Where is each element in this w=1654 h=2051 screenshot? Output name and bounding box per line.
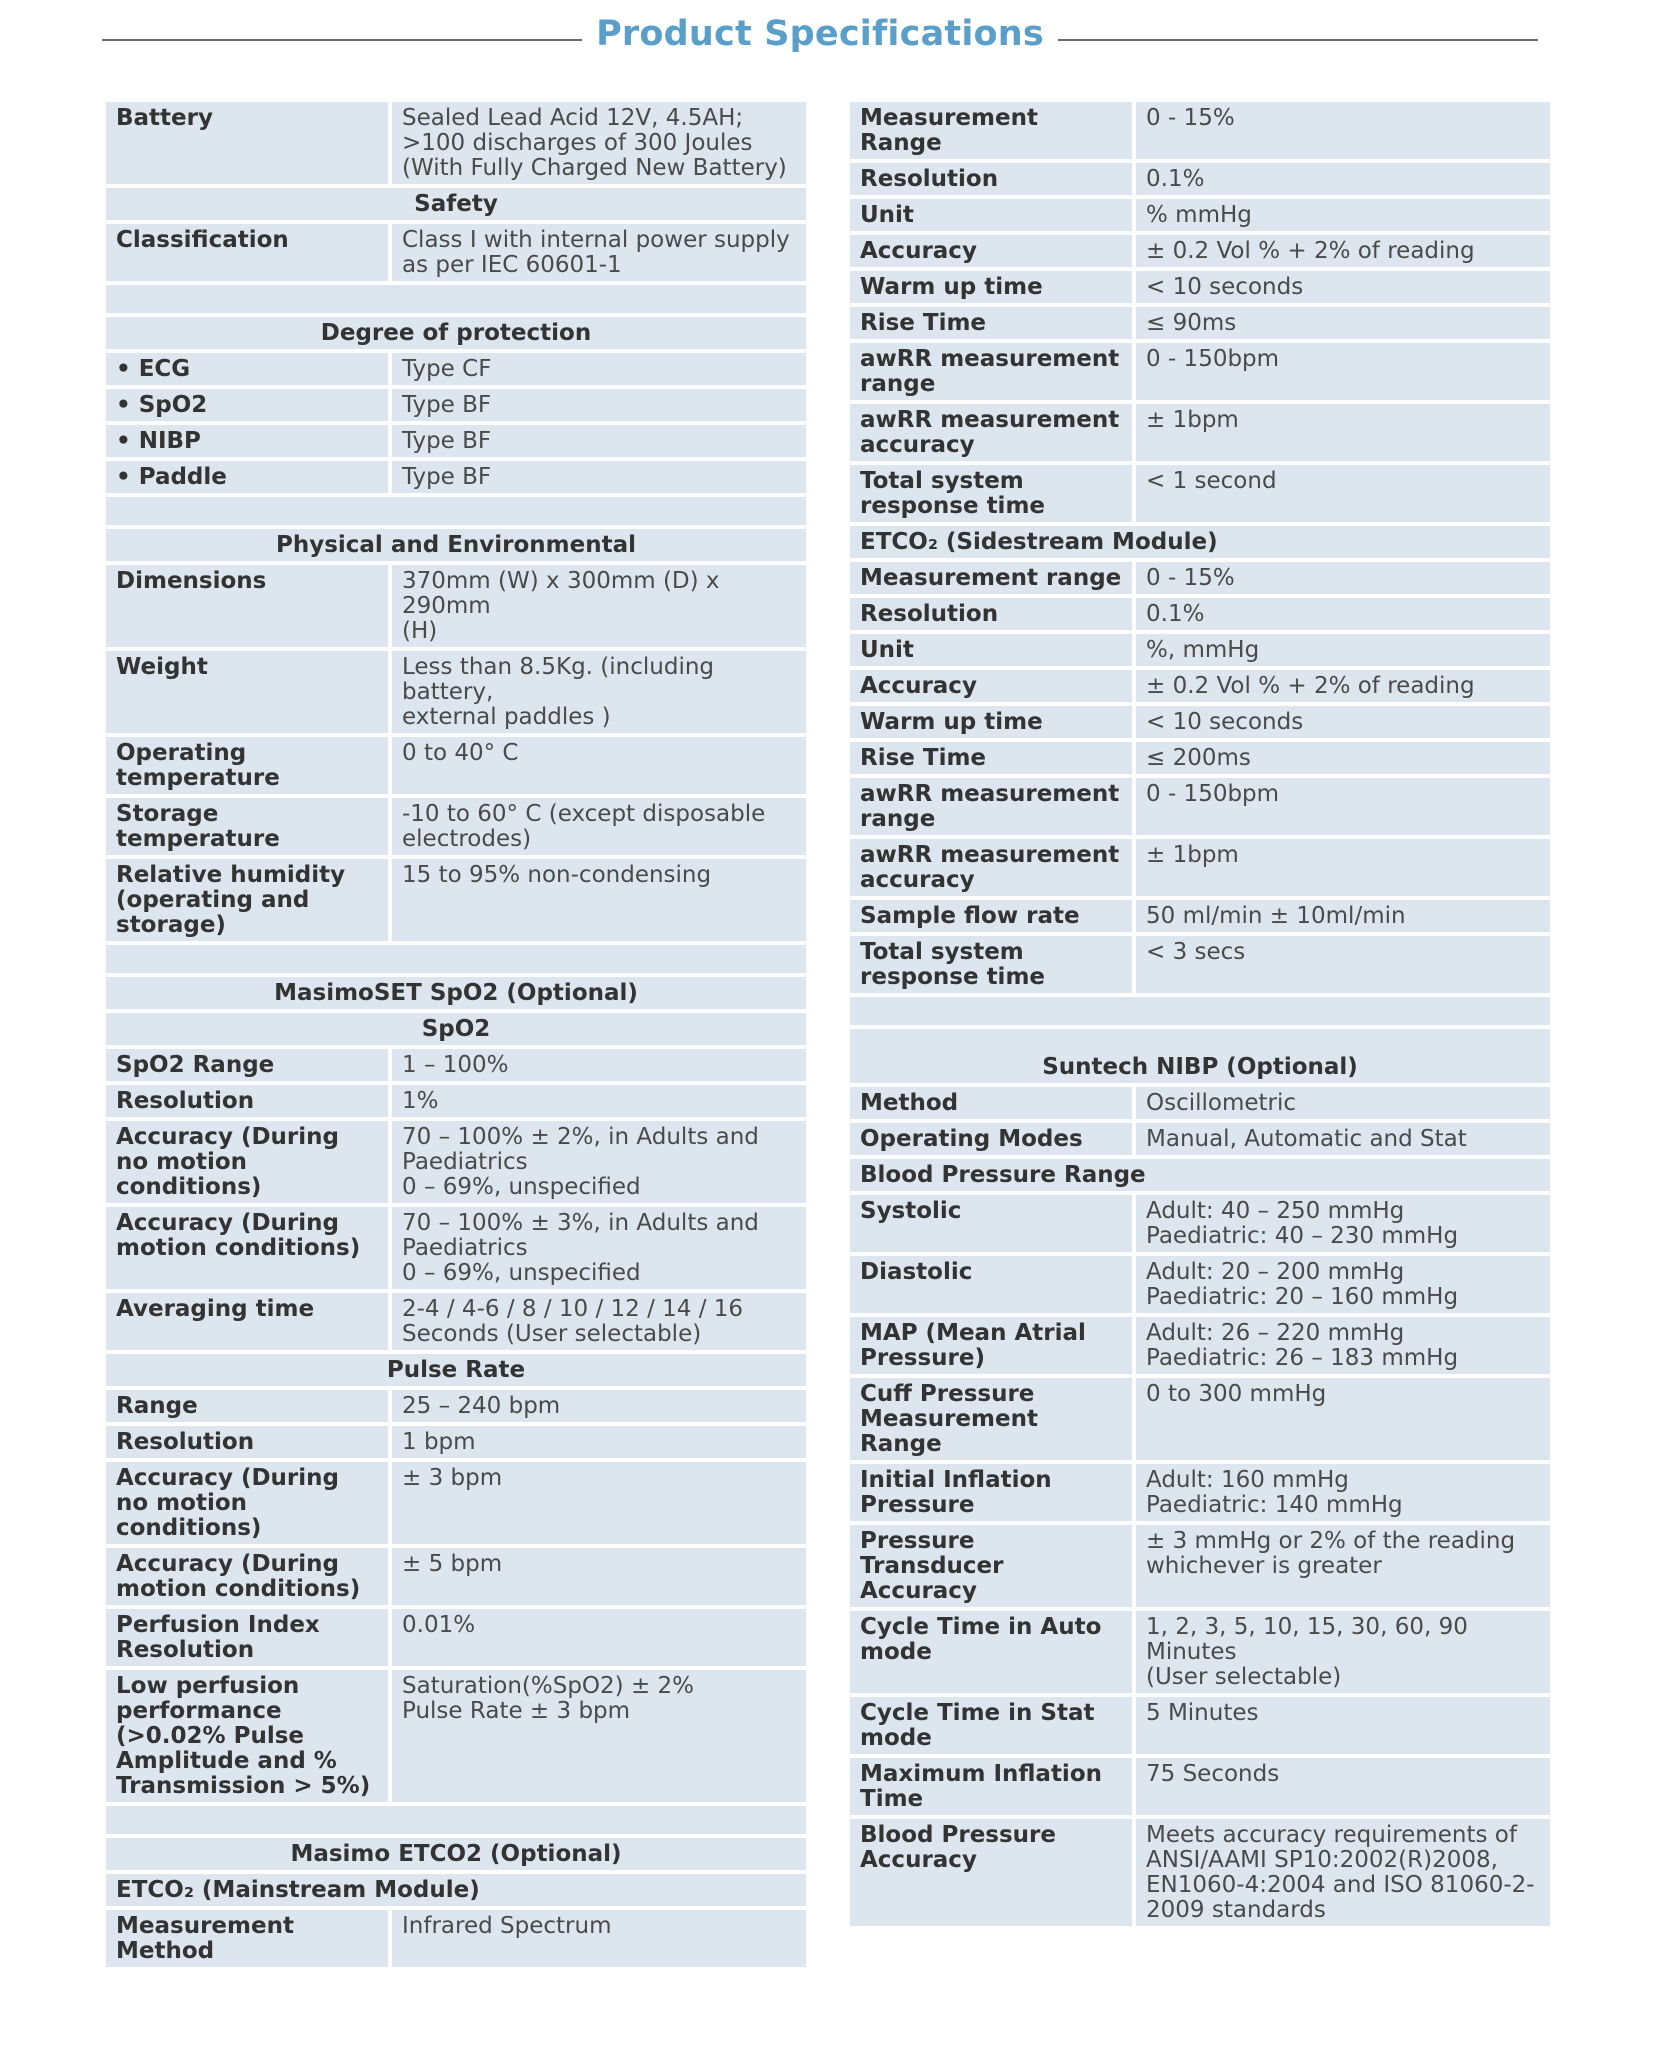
spec-label: Accuracy (During no motion conditions) <box>104 1119 390 1205</box>
spec-row <box>104 1460 808 1546</box>
spec-label: Maximum Inflation Time <box>848 1756 1134 1817</box>
spec-value: 1, 2, 3, 5, 10, 15, 30, 60, 90 Minutes (User selectable) <box>1134 1609 1552 1695</box>
spec-value: 0 - 15% <box>1134 100 1552 161</box>
spec-row <box>104 1083 808 1119</box>
spec-label: Operating Modes <box>848 1121 1134 1157</box>
spec-value: ≤ 200ms <box>1134 740 1552 776</box>
spec-label: Accuracy (During motion conditions) <box>104 1546 390 1607</box>
spec-label: Warm up time <box>848 704 1134 740</box>
spec-value: 5 Minutes <box>1134 1695 1552 1756</box>
spec-row <box>104 1546 808 1607</box>
spec-value: Manual, Automatic and Stat <box>1134 1121 1552 1157</box>
spec-row <box>848 1817 1552 1928</box>
spec-label: Perfusion Index Resolution <box>104 1607 390 1668</box>
spec-row <box>104 563 808 649</box>
spec-label: Operating temperature <box>104 735 390 796</box>
spec-value: Adult: 26 – 220 mmHg Paediatric: 26 – 183 mmHg <box>1134 1315 1552 1376</box>
spec-value: 370mm (W) x 300mm (D) x 290mm (H) <box>390 563 808 649</box>
spec-label: Diastolic <box>848 1254 1134 1315</box>
spec-label: • NIBP <box>104 423 390 459</box>
spec-value: Infrared Spectrum <box>390 1908 808 1969</box>
spec-label: • SpO2 <box>104 387 390 423</box>
subheading: Blood Pressure Range <box>848 1157 1552 1193</box>
spec-row <box>848 100 1552 161</box>
spec-label: Unit <box>848 197 1134 233</box>
spec-label: Low perfusion performance (>0.02% Pulse Amplitude and % Transmission > 5%) <box>104 1668 390 1804</box>
spec-value: 2-4 / 4-6 / 8 / 10 / 12 / 14 / 16 Seconds (User selectable) <box>390 1291 808 1352</box>
section-heading-row <box>104 1352 808 1388</box>
spec-row <box>848 1756 1552 1817</box>
spec-row <box>104 351 808 387</box>
spec-row <box>848 1376 1552 1462</box>
spec-value: Adult: 160 mmHg Paediatric: 140 mmHg <box>1134 1462 1552 1523</box>
spec-value: 0 - 15% <box>1134 560 1552 596</box>
spec-label: Cuff Pressure Measurement Range <box>848 1376 1134 1462</box>
spec-row <box>848 197 1552 233</box>
spec-value: Type CF <box>390 351 808 387</box>
spec-label: Unit <box>848 632 1134 668</box>
spec-value: -10 to 60° C (except disposable electrodes) <box>390 796 808 857</box>
spec-row <box>848 1609 1552 1695</box>
section-heading: Masimo ETCO2 (Optional) <box>104 1836 808 1872</box>
spec-value: ± 3 bpm <box>390 1460 808 1546</box>
spec-label: Systolic <box>848 1193 1134 1254</box>
spec-label: • Paddle <box>104 459 390 495</box>
spec-label: Storage temperature <box>104 796 390 857</box>
spec-label: Resolution <box>104 1083 390 1119</box>
right-spec-column <box>846 98 1554 1930</box>
spec-row <box>848 1121 1552 1157</box>
spec-row <box>848 1523 1552 1609</box>
spec-row <box>848 596 1552 632</box>
spec-value: 0.01% <box>390 1607 808 1668</box>
section-heading-row <box>104 1011 808 1047</box>
spec-row <box>848 1315 1552 1376</box>
subheading-row <box>848 524 1552 560</box>
spec-label: Cycle Time in Auto mode <box>848 1609 1134 1695</box>
spec-value: ± 3 mmHg or 2% of the reading whichever is greater <box>1134 1523 1552 1609</box>
spec-label: Resolution <box>848 161 1134 197</box>
spec-row <box>104 1205 808 1291</box>
spec-value: % mmHg <box>1134 197 1552 233</box>
spec-label: Relative humidity (operating and storage) <box>104 857 390 943</box>
spec-value: Adult: 40 – 250 mmHg Paediatric: 40 – 230 mmHg <box>1134 1193 1552 1254</box>
spec-label: Cycle Time in Stat mode <box>848 1695 1134 1756</box>
spec-value: 15 to 95% non-condensing <box>390 857 808 943</box>
section-heading-row <box>848 1027 1552 1085</box>
spec-value: 0.1% <box>1134 596 1552 632</box>
spec-label: awRR measurement range <box>848 341 1134 402</box>
subheading-row <box>848 1157 1552 1193</box>
spec-row <box>848 233 1552 269</box>
section-heading-row <box>104 527 808 563</box>
spec-label: • ECG <box>104 351 390 387</box>
spec-row <box>848 161 1552 197</box>
spec-label: Rise Time <box>848 740 1134 776</box>
spec-row <box>848 402 1552 463</box>
spec-label: MAP (Mean Atrial Pressure) <box>848 1315 1134 1376</box>
spec-label: Accuracy <box>848 233 1134 269</box>
spec-row <box>104 1668 808 1804</box>
page-title: Product Specifications <box>596 14 1044 54</box>
spacer-row <box>104 943 808 975</box>
spec-row <box>848 463 1552 524</box>
spec-value: 70 – 100% ± 3%, in Adults and Paediatrics 0 – 69%, unspecified <box>390 1205 808 1291</box>
spec-row <box>848 305 1552 341</box>
spec-value: 70 – 100% ± 2%, in Adults and Paediatrics 0 – 69%, unspecified <box>390 1119 808 1205</box>
spec-label: Averaging time <box>104 1291 390 1352</box>
section-heading-row <box>104 975 808 1011</box>
spec-value: ± 1bpm <box>1134 837 1552 898</box>
spec-value: ≤ 90ms <box>1134 305 1552 341</box>
spec-row <box>848 1085 1552 1121</box>
spec-row <box>848 740 1552 776</box>
spec-label: Measurement Range <box>848 100 1134 161</box>
spec-label: Range <box>104 1388 390 1424</box>
spec-label: Total system response time <box>848 463 1134 524</box>
spec-row <box>104 1908 808 1969</box>
spacer-row <box>104 1804 808 1836</box>
spacer-row <box>104 495 808 527</box>
section-heading-row <box>104 1836 808 1872</box>
subheading: ETCO₂ (Sidestream Module) <box>848 524 1552 560</box>
spec-value: 1% <box>390 1083 808 1119</box>
spec-label: Classification <box>104 222 390 283</box>
spec-label: Accuracy (During no motion conditions) <box>104 1460 390 1546</box>
spec-row <box>848 1462 1552 1523</box>
spec-row <box>104 1607 808 1668</box>
spec-value: ± 1bpm <box>1134 402 1552 463</box>
spec-row <box>104 649 808 735</box>
header-rule-left <box>102 39 582 41</box>
spec-value: Sealed Lead Acid 12V, 4.5AH; >100 discharges of 300 Joules (With Fully Charged New Battery) <box>390 100 808 186</box>
spec-label: Measurement Method <box>104 1908 390 1969</box>
spec-row <box>848 668 1552 704</box>
spec-value: 0 to 300 mmHg <box>1134 1376 1552 1462</box>
spec-row <box>104 1047 808 1083</box>
section-heading: Safety <box>104 186 808 222</box>
spec-value: Less than 8.5Kg. (including battery, external paddles ) <box>390 649 808 735</box>
page-header <box>0 14 1654 70</box>
spec-label: Total system response time <box>848 934 1134 995</box>
spec-value: < 10 seconds <box>1134 269 1552 305</box>
subheading: ETCO₂ (Mainstream Module) <box>104 1872 808 1908</box>
spacer-cell <box>104 495 808 527</box>
spacer-row <box>848 995 1552 1027</box>
spec-row <box>848 1695 1552 1756</box>
spec-value: 25 – 240 bpm <box>390 1388 808 1424</box>
spec-value: 1 bpm <box>390 1424 808 1460</box>
spacer-row <box>104 283 808 315</box>
spec-label: SpO2 Range <box>104 1047 390 1083</box>
spec-value: Saturation(%SpO2) ± 2% Pulse Rate ± 3 bpm <box>390 1668 808 1804</box>
spec-row <box>848 704 1552 740</box>
section-heading: SpO2 <box>104 1011 808 1047</box>
spec-value: 50 ml/min ± 10ml/min <box>1134 898 1552 934</box>
spec-label: Rise Time <box>848 305 1134 341</box>
left-spec-table <box>102 98 810 1971</box>
spec-value: 75 Seconds <box>1134 1756 1552 1817</box>
spec-row <box>848 898 1552 934</box>
spec-row <box>104 1119 808 1205</box>
spec-label: Method <box>848 1085 1134 1121</box>
spec-row <box>104 100 808 186</box>
section-heading: Suntech NIBP (Optional) <box>848 1027 1552 1085</box>
spec-label: Resolution <box>848 596 1134 632</box>
spec-row <box>104 1424 808 1460</box>
spec-label: Measurement range <box>848 560 1134 596</box>
spec-row <box>848 934 1552 995</box>
spec-value: Class I with internal power supply as per IEC 60601-1 <box>390 222 808 283</box>
spec-label: Weight <box>104 649 390 735</box>
spec-row <box>848 1193 1552 1254</box>
spec-label: Sample flow rate <box>848 898 1134 934</box>
spec-value: < 1 second <box>1134 463 1552 524</box>
section-heading-row <box>104 186 808 222</box>
spec-label: Warm up time <box>848 269 1134 305</box>
spec-row <box>104 1291 808 1352</box>
spec-label: Pressure Transducer Accuracy <box>848 1523 1134 1609</box>
section-heading: MasimoSET SpO2 (Optional) <box>104 975 808 1011</box>
spec-value: 0 - 150bpm <box>1134 341 1552 402</box>
spec-row <box>104 459 808 495</box>
spec-row <box>848 632 1552 668</box>
spec-value: 1 – 100% <box>390 1047 808 1083</box>
spec-value: 0 - 150bpm <box>1134 776 1552 837</box>
spec-label: Dimensions <box>104 563 390 649</box>
spec-value: ± 0.2 Vol % + 2% of reading <box>1134 668 1552 704</box>
spec-value: < 3 secs <box>1134 934 1552 995</box>
spec-label: awRR measurement accuracy <box>848 402 1134 463</box>
spec-value: ± 5 bpm <box>390 1546 808 1607</box>
spec-label: awRR measurement range <box>848 776 1134 837</box>
section-heading: Degree of protection <box>104 315 808 351</box>
spacer-cell <box>104 283 808 315</box>
spec-value: ± 0.2 Vol % + 2% of reading <box>1134 233 1552 269</box>
spec-row <box>104 796 808 857</box>
spec-label: Blood Pressure Accuracy <box>848 1817 1134 1928</box>
spec-label: Accuracy <box>848 668 1134 704</box>
spec-row <box>104 1388 808 1424</box>
spec-value: 0 to 40° C <box>390 735 808 796</box>
spacer-cell <box>104 1804 808 1836</box>
spec-row <box>848 776 1552 837</box>
right-spec-table <box>846 98 1554 1930</box>
spec-row <box>104 735 808 796</box>
spec-row <box>104 222 808 283</box>
spacer-cell <box>848 995 1552 1027</box>
spec-value: Adult: 20 – 200 mmHg Paediatric: 20 – 160 mmHg <box>1134 1254 1552 1315</box>
spec-row <box>104 387 808 423</box>
subheading-row <box>104 1872 808 1908</box>
spec-row <box>848 269 1552 305</box>
spacer-cell <box>104 943 808 975</box>
spec-value: Type BF <box>390 387 808 423</box>
spec-value: Meets accuracy requirements of ANSI/AAMI SP10:2002(R)2008, EN1060-4:2004 and ISO 81060-2- 2009 standards <box>1134 1817 1552 1928</box>
spec-value: Type BF <box>390 423 808 459</box>
header-rule-right <box>1058 39 1538 41</box>
spec-label: Accuracy (During motion conditions) <box>104 1205 390 1291</box>
spec-label: Resolution <box>104 1424 390 1460</box>
spec-row <box>848 560 1552 596</box>
section-heading: Physical and Environmental <box>104 527 808 563</box>
spec-label: awRR measurement accuracy <box>848 837 1134 898</box>
spec-value: %, mmHg <box>1134 632 1552 668</box>
section-heading-row <box>104 315 808 351</box>
left-spec-column <box>102 98 810 1971</box>
spec-row <box>848 1254 1552 1315</box>
spec-label: Battery <box>104 100 390 186</box>
spec-row <box>848 341 1552 402</box>
spec-value: Oscillometric <box>1134 1085 1552 1121</box>
spec-value: 0.1% <box>1134 161 1552 197</box>
spec-row <box>104 857 808 943</box>
spec-row <box>104 423 808 459</box>
spec-label: Initial Inflation Pressure <box>848 1462 1134 1523</box>
section-heading: Pulse Rate <box>104 1352 808 1388</box>
spec-row <box>848 837 1552 898</box>
spec-value: Type BF <box>390 459 808 495</box>
spec-value: < 10 seconds <box>1134 704 1552 740</box>
